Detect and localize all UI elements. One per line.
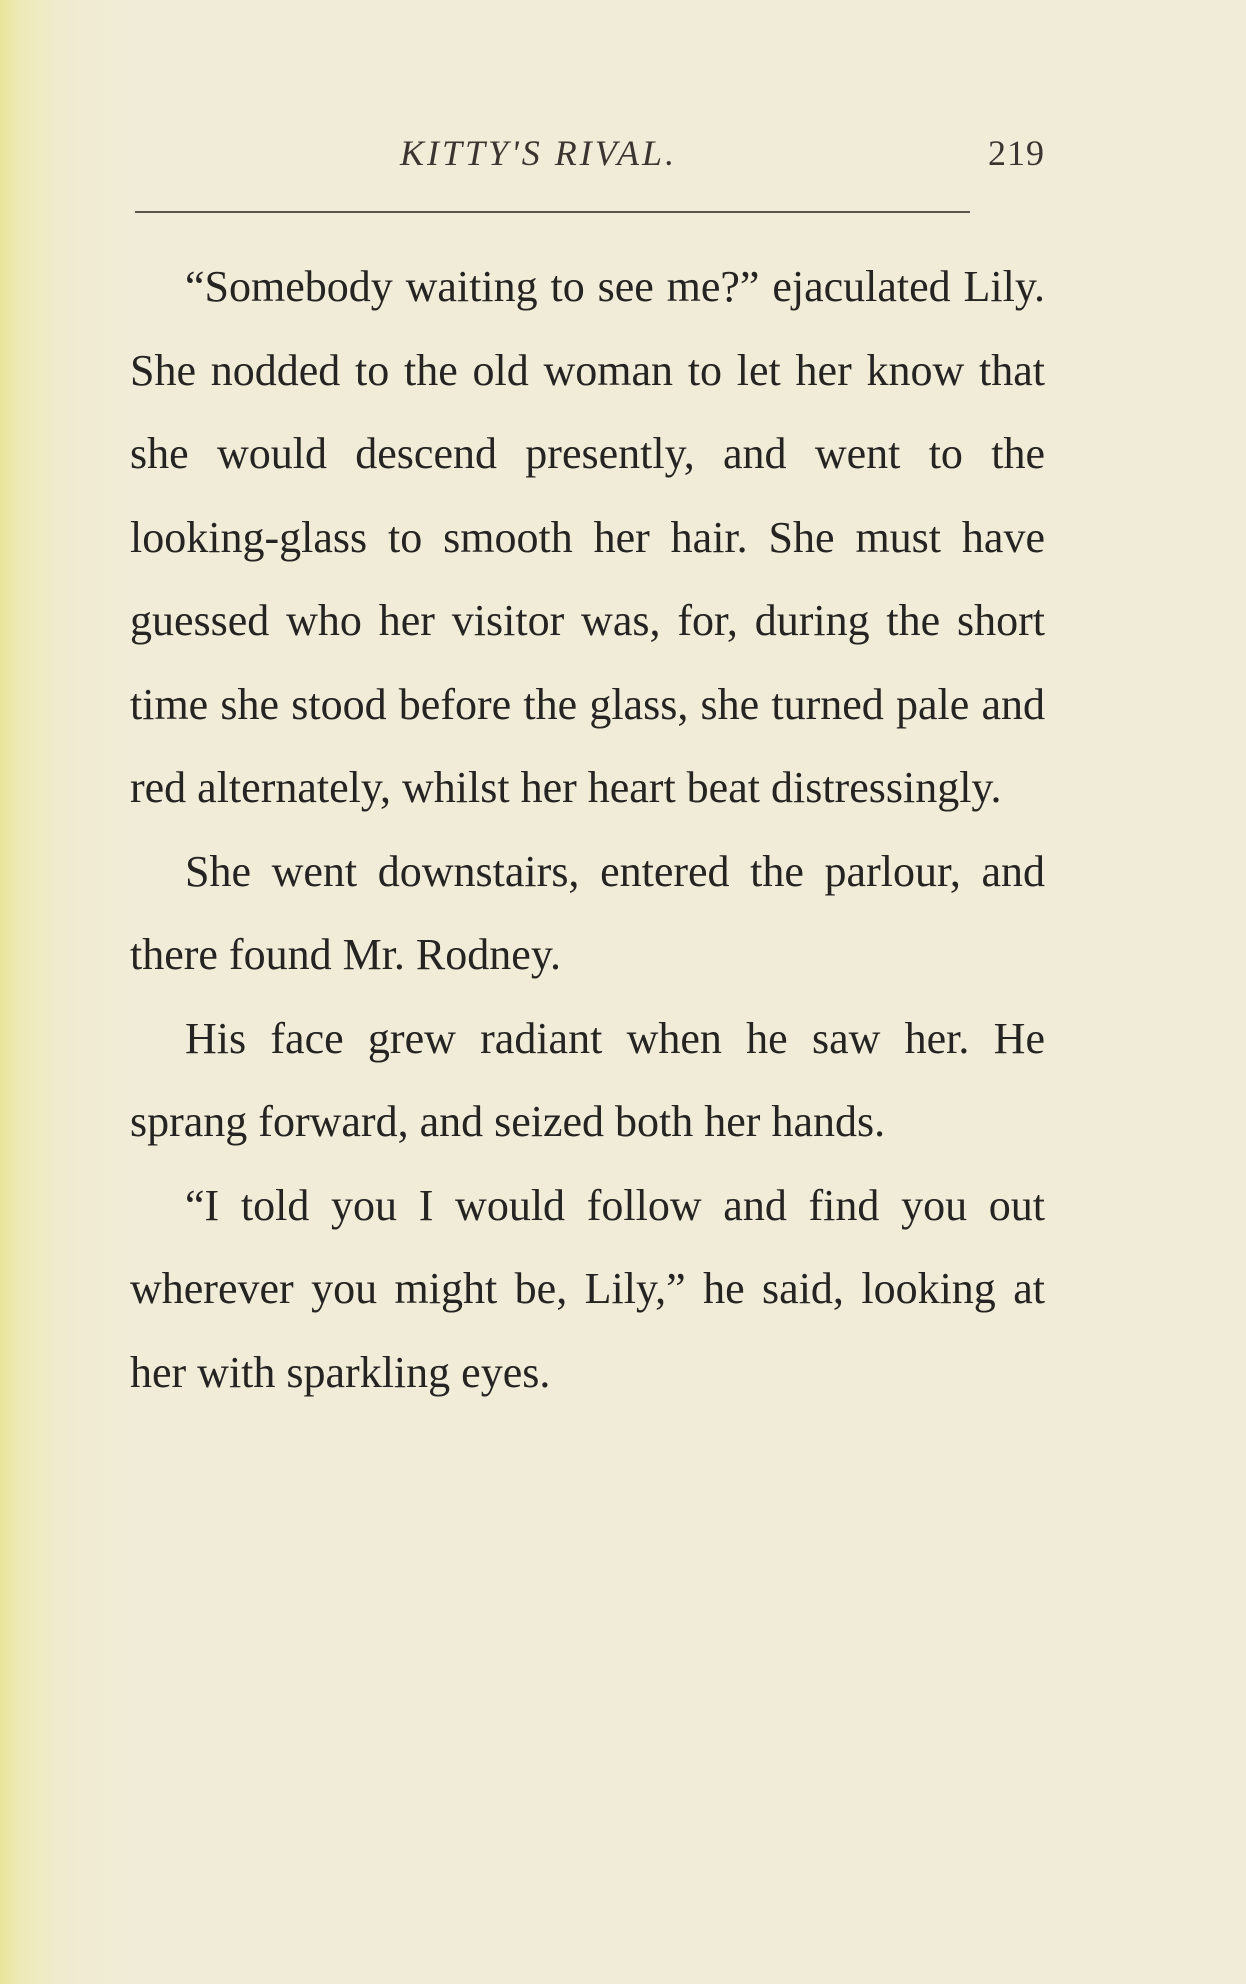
paragraph: She went downstairs, entered the parlour, and there found Mr. Rodney.	[130, 846, 1045, 979]
paragraph: “I told you I would follow and find you out wherever you might be, Lily,” he said, looking at her with sparkling eyes.	[130, 1180, 1045, 1397]
paragraph: “Somebody waiting to see me?” ejaculated Lily. She nodded to the old woman to let her know that she would descend presently, and went to the looking-glass to smooth her hair. She must have guessed who her visitor was, for, during the short time she stood before the glass, she turned pale and red alternately, whilst her heart beat distressingly.	[130, 262, 1045, 812]
header-rule	[135, 211, 970, 213]
paragraph: His face grew radiant when he saw her. He sprang forward, and seized both her hands.	[130, 1013, 1045, 1146]
running-title: KITTY'S RIVAL.	[400, 133, 678, 173]
running-header	[130, 132, 1045, 182]
page-body	[130, 245, 1045, 1414]
page-number: 219	[988, 133, 1045, 173]
